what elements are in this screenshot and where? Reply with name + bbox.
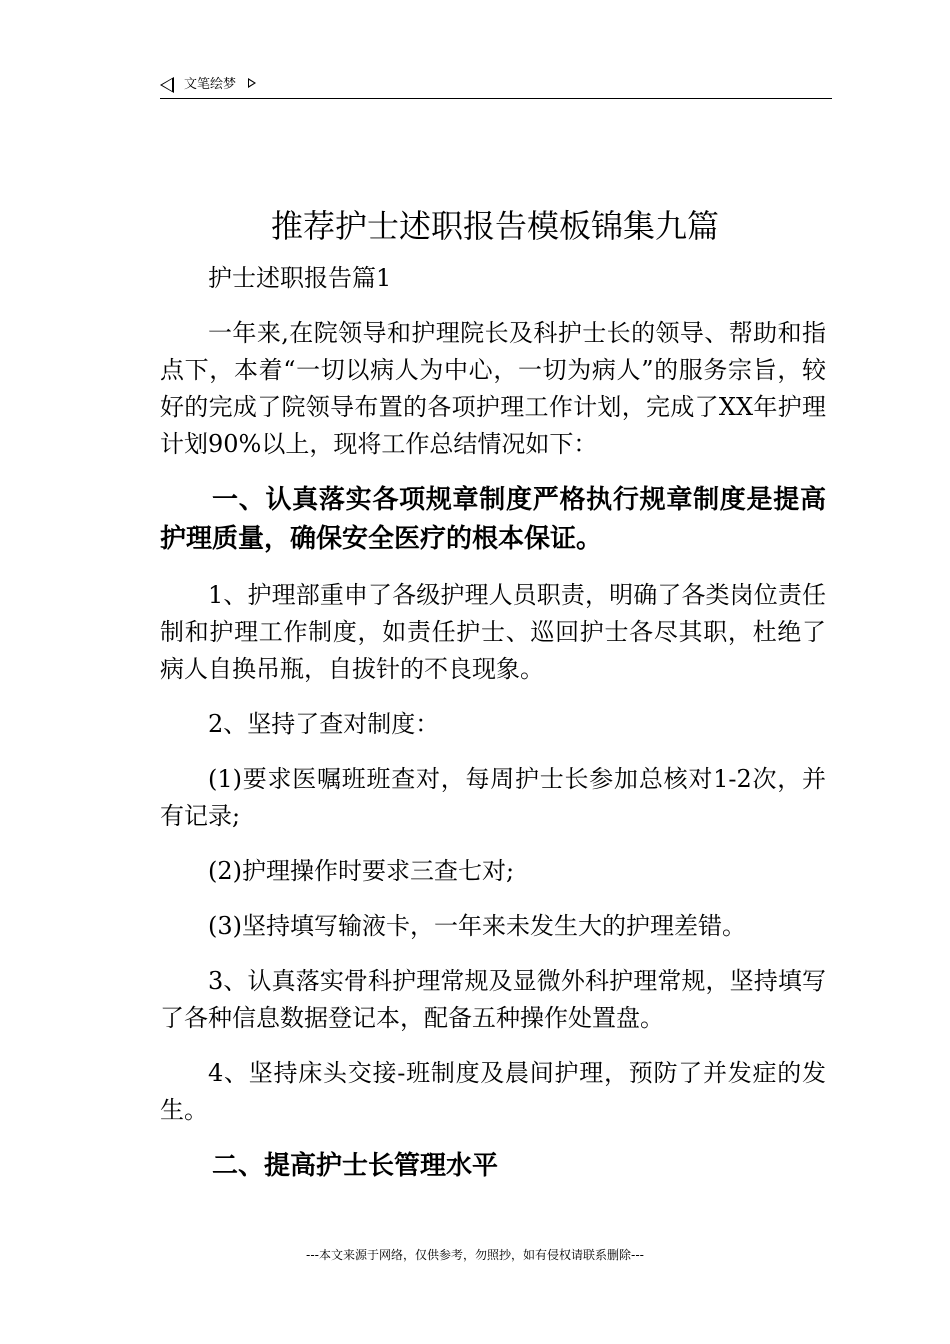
header-brand: 文笔绘梦: [184, 77, 237, 92]
list-item: (1)要求医嘱班班查对，每周护士长参加总核对1-2次，并有记录;: [160, 765, 826, 830]
list-item: 2、坚持了查对制度：: [208, 710, 440, 738]
list-item: 1、护理部重申了各级护理人员职责，明确了各类岗位责任制和护理工作制度，如责任护士、巡回护士各尽其职，杜绝了病人自换吊瓶，自拔针的不良现象。: [160, 581, 826, 683]
section-heading-1: 一、认真落实各项规章制度严格执行规章制度是提高护理质量，确保安全医疗的根本保证。: [160, 485, 826, 554]
list-item: 3、认真落实骨科护理常规及显微外科护理常规，坚持填写了各种信息数据登记本，配备五种操作处置盘。: [160, 967, 826, 1032]
list-item: (2)护理操作时要求三查七对;: [208, 857, 515, 885]
footer-notice: ---本文来源于网络，仅供参考，勿照抄，如有侵权请联系删除---: [306, 1248, 644, 1262]
list-item: 4、坚持床头交接-班制度及晨间护理，预防了并发症的发生。: [160, 1059, 826, 1124]
triangle-left-icon: [160, 77, 174, 93]
document-body: [160, 260, 826, 1204]
document-subtitle: 护士述职报告篇1: [208, 264, 392, 292]
triangle-right-icon: [248, 78, 256, 88]
section-heading-2: 二、提高护士长管理水平: [212, 1151, 499, 1181]
list-item: (3)坚持填写输液卡，一年来未发生大的护理差错。: [208, 912, 746, 940]
page-header: [160, 72, 832, 99]
document-title: 推荐护士述职报告模板锦集九篇: [270, 207, 719, 245]
intro-paragraph: 一年来,在院领导和护理院长及科护士长的领导、帮助和指点下，本着“一切以病人为中心，一切为病人”的服务宗旨，较好的完成了院领导布置的各项护理工作计划，完成了XX年护理计划90%以上，现将工作总结情况如下：: [160, 319, 826, 458]
